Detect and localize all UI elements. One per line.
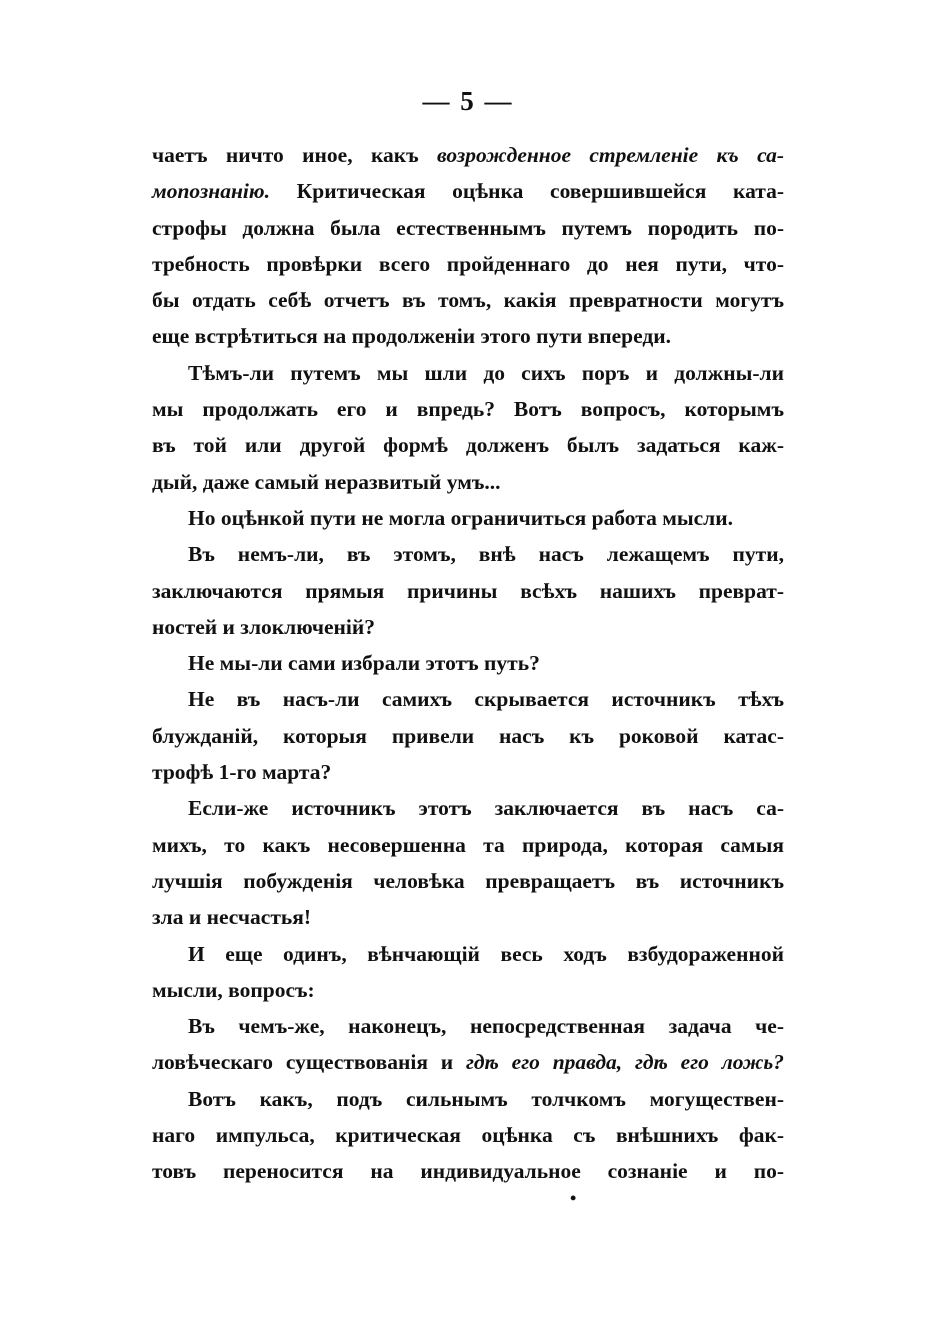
text-line: михъ, то какъ несовершенна та природа, которая самыя — [152, 832, 784, 857]
text-line: Не мы-ли сами избрали этотъ путь? — [188, 651, 540, 676]
text-line: Въ немъ-ли, въ этомъ, внѣ насъ лежащемъ пути, — [188, 542, 784, 567]
text-line: дый, даже самый неразвитый умъ... — [152, 469, 501, 494]
text-line: строфы должна была естественнымъ путемъ породить по- — [152, 215, 784, 240]
text-line: ловѣческаго существованія и гдѣ его правда, гдѣ его ложь? — [152, 1050, 784, 1075]
text-line: чаетъ ничто иное, какъ возрожденное стремленіе къ са- — [152, 143, 784, 167]
body-text — [152, 137, 784, 1190]
text-line: заключаются прямыя причины всѣхъ нашихъ преврат- — [152, 578, 784, 603]
printer-mark: • — [570, 1188, 577, 1208]
text-line: Въ чемъ-же, наконецъ, непосредственная задача че- — [188, 1014, 784, 1039]
text-line: ностей и злоключеній? — [152, 614, 375, 639]
text-line: еще встрѣтиться на продолженіи этого пути впереди. — [152, 324, 672, 349]
text-line: требность провѣрки всего пройденнаго до нея пути, что- — [152, 251, 784, 276]
text-line: мысли, вопросъ: — [152, 977, 315, 1002]
text-line: Вотъ какъ, подъ сильнымъ толчкомъ могуществен- — [188, 1086, 784, 1111]
text-line: бы отдать себѣ отчетъ въ томъ, какія превратности могутъ — [152, 288, 784, 313]
text-line: зла и несчастья! — [152, 905, 312, 930]
text-line: мы продолжать его и впредь? Вотъ вопросъ, которымъ — [152, 397, 784, 422]
text-line: товъ переносится на индивидуальное сознаніе и по- — [152, 1159, 784, 1184]
text-line: Но оцѣнкой пути не могла ограничиться работа мысли. — [188, 505, 734, 530]
text-line: трофѣ 1-го марта? — [152, 760, 332, 785]
text-line: блужданій, которыя привели насъ къ роковой катас- — [152, 723, 784, 748]
text-line: лучшія побужденія человѣка превращаетъ въ источникъ — [152, 868, 784, 893]
text-line: И еще одинъ, вѣнчающій весь ходъ взбудораженной — [188, 941, 784, 966]
text-line: Тѣмъ-ли путемъ мы шли до сихъ поръ и должны-ли — [188, 360, 784, 385]
text-line: мопознанію. Критическая оцѣнка совершившейся ката- — [152, 179, 784, 204]
text-line: въ той или другой формѣ долженъ былъ задаться каж- — [152, 433, 784, 458]
page-number: — 5 — — [422, 86, 514, 116]
text-line: наго импульса, критическая оцѣнка съ внѣшнихъ фак- — [152, 1123, 784, 1148]
text-line: Если-же источникъ этотъ заключается въ насъ са- — [188, 796, 784, 821]
text-line: Не въ насъ-ли самихъ скрывается источникъ тѣхъ — [188, 687, 784, 712]
